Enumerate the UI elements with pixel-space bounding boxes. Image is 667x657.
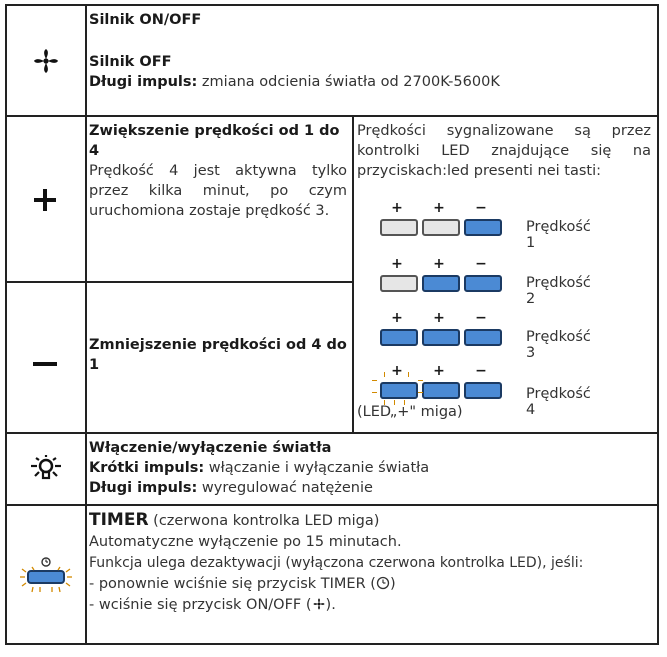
timer-line-3-end: ) [389,576,396,592]
led-on [464,275,502,292]
led-symbol: − [475,363,487,379]
instruction-table [5,4,659,645]
plus-icon [32,187,58,213]
blink-ray [384,372,385,377]
led-on [464,219,502,236]
icon-cell [7,434,87,504]
timer-button-icon [16,553,76,597]
timer-line-4: - wciśnie się przycisk ON/OFF ( [89,597,312,613]
short-press-label: Krótki impuls: [89,460,205,476]
led-symbol: + [391,310,403,326]
fan-icon [312,597,326,611]
led-symbol: + [391,363,403,379]
timer-icon [376,576,390,590]
long-press-label: Długi impuls: [89,480,198,496]
motor-subtitle: Silnik OFF [89,54,172,70]
blink-ray [372,392,377,393]
led-on [464,382,502,399]
icon-column [7,117,87,432]
led-symbol: − [475,310,487,326]
row-motor-on-off [5,4,659,117]
led-symbol: + [391,200,403,216]
timer-line-3: - ponownie wciśnie się przycisk TIMER ( [89,576,376,592]
timer-text [89,510,651,616]
led-on [422,382,460,399]
led-on [380,329,418,346]
led-on [422,329,460,346]
light-title: Włączenie/wyłączenie światła [89,440,332,456]
speed-label: Prędkość 3 [526,329,591,361]
minus-icon [32,361,58,367]
timer-line-4-end: ). [325,597,336,613]
decrease-text [89,335,347,375]
divider [7,281,352,283]
timer-title: TIMER [89,510,149,530]
led-on [380,382,418,399]
motor-text [89,10,651,92]
blink-ray [418,392,423,393]
short-press-text: włączanie i wyłączanie światła [204,460,430,476]
led-symbol: + [433,256,445,272]
long-press-text: zmiana odcienia światła od 2700K-5600K [197,74,500,90]
increase-text [89,121,347,221]
led-off [380,219,418,236]
led-symbol: + [433,363,445,379]
speed-label: Prędkość 1 [526,219,591,251]
motor-title: Silnik ON/OFF [89,12,202,28]
timer-line-2: Funkcja ulega dezaktywacji (wyłączona czerwona kontrolka LED), jeśli: [89,555,584,571]
column-divider [352,117,354,432]
icon-cell [7,6,87,115]
led-symbol: − [475,256,487,272]
led-off [380,275,418,292]
timer-line-1: Automatyczne wyłączenie po 15 minutach. [89,534,402,550]
speed-intro: Prędkości sygnalizowane są przez kontrolki LED znajdujące się na przyciskach:led presenti nei tasti: [357,123,651,179]
decrease-title: Zmniejszenie prędkości od 4 do 1 [89,337,347,373]
speed-label: Prędkość 4 [526,386,591,418]
row-light [5,432,659,506]
led-symbol: + [433,310,445,326]
led-symbol: + [391,256,403,272]
blink-ray [408,372,409,377]
fan-icon [31,46,61,76]
light-text [89,438,651,498]
led-on [464,329,502,346]
blink-ray [418,380,423,381]
bulb-icon [29,454,63,484]
increase-desc: Prędkość 4 jest aktywna tylko przez kilka minut, po czym uruchomiona zostaje prędkość 3. [89,163,347,219]
timer-note: (czerwona kontrolka LED miga) [148,513,380,529]
long-press-text: wyregulować natężenie [197,480,373,496]
blink-note: (LED„+" miga) [357,404,463,420]
long-press-label: Długi impuls: [89,74,198,90]
row-timer [5,504,659,645]
led-on [422,275,460,292]
increase-title: Zwiększenie prędkości od 1 do 4 [89,123,340,159]
led-symbol: − [475,200,487,216]
row-speed [5,115,659,434]
speed-label: Prędkość 2 [526,275,591,307]
icon-cell [7,506,87,643]
led-off [422,219,460,236]
blink-ray [372,380,377,381]
led-symbol: + [433,200,445,216]
